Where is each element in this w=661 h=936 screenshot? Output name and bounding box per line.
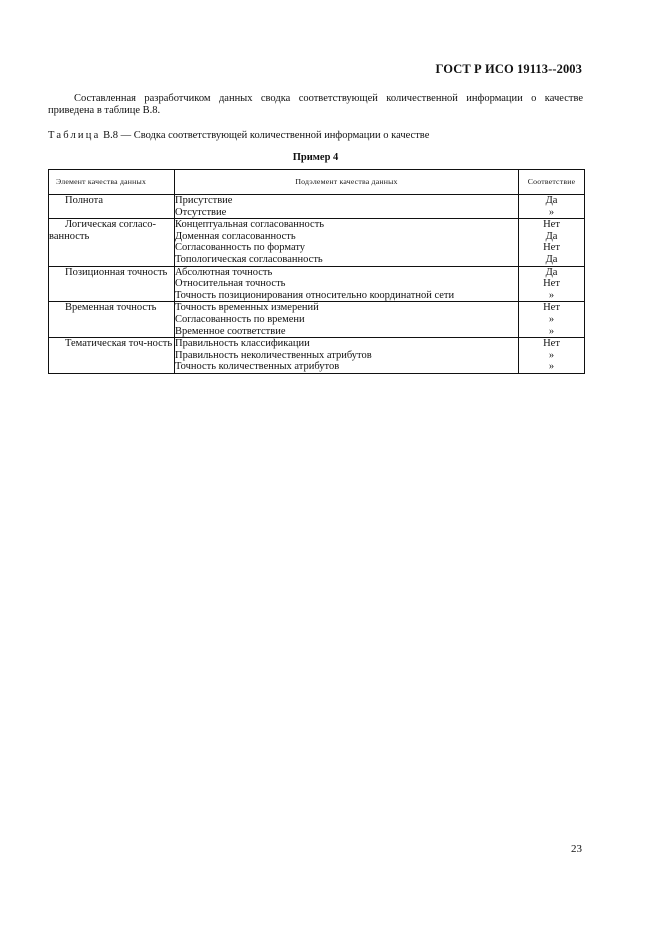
table-row (49, 266, 585, 302)
page-number: 23 (571, 843, 582, 855)
table-row (49, 219, 585, 266)
subelement-cell: Концептуальная согласованность Доменная согласованность Согласованность по формату Топологическая согласованность (175, 219, 519, 266)
table-row (49, 302, 585, 338)
table-title (48, 130, 429, 141)
header-element: Элемент качества данных (49, 170, 175, 195)
subelement-cell: Присутствие Отсутствие (175, 195, 519, 219)
subelement-cell: Точность временных измерений Согласованность по времени Временное соответствие (175, 302, 519, 338)
table-title-prefix: Таблица (48, 130, 101, 141)
table-row (49, 195, 585, 219)
conformance-cell: Да » (519, 195, 585, 219)
table-row (49, 338, 585, 374)
subelement-cell: Абсолютная точность Относительная точность Точность позиционирования относительно координатной сети (175, 266, 519, 302)
conformance-cell: Нет » » (519, 338, 585, 374)
header-subelement: Подэлемент качества данных (175, 170, 519, 195)
example-title: Пример 4 (292, 152, 339, 163)
header-conformance: Соответствие (519, 170, 585, 195)
conformance-cell: Нет Да Нет Да (519, 219, 585, 266)
intro-paragraph: Составленная разработчиком данных сводка соответствующей количественной информации о качестве приведена в таблице В.8. (48, 93, 583, 116)
table-title-text: В.8 — Сводка соответствующей количественной информации о качестве (103, 130, 430, 141)
element-cell: Логическая согласо-ванность (49, 219, 175, 266)
conformance-cell: Нет » » (519, 302, 585, 338)
table-header-row (49, 170, 585, 195)
element-cell: Временная точность (49, 302, 175, 338)
document-header: ГОСТ Р ИСО 19113--2003 (435, 62, 582, 76)
element-cell: Позиционная точность (49, 266, 175, 302)
conformance-cell: Да Нет » (519, 266, 585, 302)
element-cell: Полнота (49, 195, 175, 219)
quality-summary-table (48, 169, 585, 374)
subelement-cell: Правильность классификации Правильность неколичественных атрибутов Точность количественных атрибутов (175, 338, 519, 374)
element-cell: Тематическая точ-ность (49, 338, 175, 374)
